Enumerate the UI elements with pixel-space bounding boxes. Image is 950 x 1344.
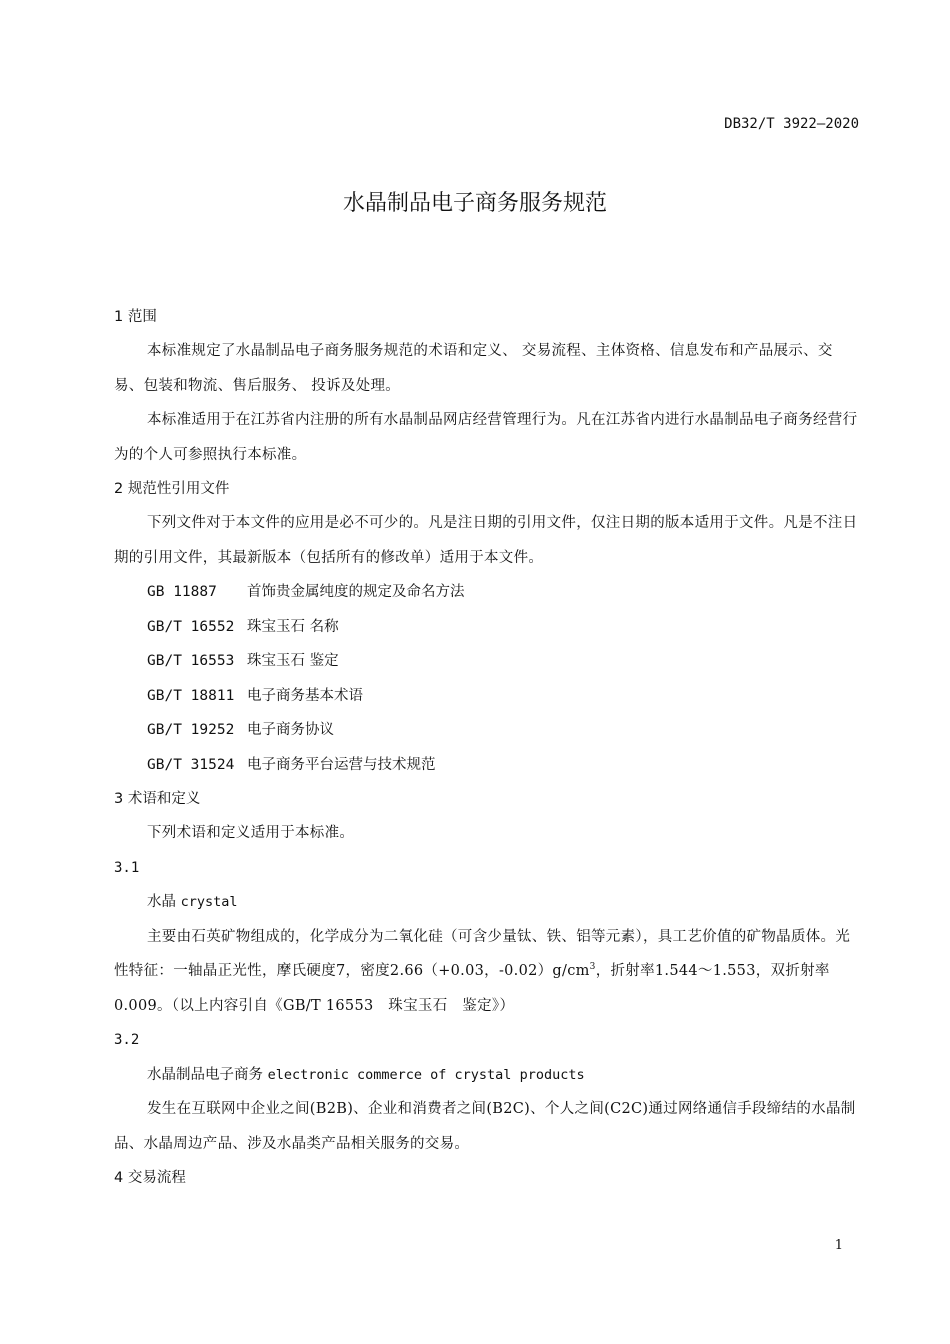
reference-name: 电子商务平台运营与技术规范 — [247, 756, 436, 773]
reference-item — [114, 610, 859, 645]
term-definition: 发生在互联网中企业之间(B2B)、企业和消费者之间(B2C)、个人之间(C2C)通过网络通信手段缔结的水晶制品、水晶周边产品、涉及水晶类产品相关服务的交易。 — [114, 1101, 856, 1152]
term-entry — [114, 885, 859, 920]
section-heading-terms: 3 术语和定义 — [114, 791, 201, 807]
reference-item — [114, 679, 859, 714]
term-chinese: 水晶制品电子商务 — [147, 1066, 263, 1083]
section-heading-transaction-process: 4 交易流程 — [114, 1170, 186, 1186]
term-number: 3.2 — [114, 1032, 140, 1048]
reference-code: GB/T 31524 — [147, 756, 235, 773]
paragraph: 下列文件对于本文件的应用是必不可少的。凡是注日期的引用文件，仅注日期的版本适用于文件。凡是不注日期的引用文件，其最新版本（包括所有的修改单）适用于本文件。 — [114, 515, 858, 566]
document-body — [114, 300, 859, 1195]
term-english: electronic commerce of crystal products — [267, 1066, 585, 1083]
superscript: 3 — [589, 962, 596, 973]
paragraph: 本标准适用于在江苏省内注册的所有水晶制品网店经营管理行为。凡在江苏省内进行水晶制品电子商务经营行为的个人可参照执行本标准。 — [114, 412, 858, 463]
reference-item — [114, 644, 859, 679]
reference-code: GB/T 19252 — [147, 722, 235, 738]
reference-code: GB/T 18811 — [147, 687, 235, 704]
definition-text: 主要由石英矿物组成的，化学成分为二氧化硅（可含少量钛、铁、铝等元素），具工艺价值的矿物晶质体。光性特征：一轴晶正光性，摩氏硬度7，密度2.66（+0.03，-0.02）g/cm — [114, 928, 851, 979]
section-heading-scope: 1 范围 — [114, 309, 157, 325]
reference-name: 首饰贵金属纯度的规定及命名方法 — [247, 584, 465, 600]
reference-name: 电子商务基本术语 — [247, 687, 363, 704]
reference-code: GB/T 16553 — [147, 653, 235, 669]
document-title: 水晶制品电子商务服务规范 — [342, 191, 607, 216]
reference-name: 珠宝玉石 鉴定 — [247, 653, 339, 669]
term-definition — [114, 920, 859, 1024]
paragraph: 本标准规定了水晶制品电子商务服务规范的术语和定义、 交易流程、主体资格、信息发布和产品展示、交易、包装和物流、售后服务、 投诉及处理。 — [114, 343, 833, 394]
term-number: 3.1 — [114, 859, 140, 876]
reference-code: GB/T 16552 — [147, 618, 235, 635]
page-number: 1 — [834, 1238, 843, 1253]
term-english: crystal — [180, 894, 238, 910]
reference-name: 电子商务协议 — [247, 722, 334, 738]
term-chinese: 水晶 — [147, 894, 176, 910]
section-heading-normative-references: 2 规范性引用文件 — [114, 481, 230, 497]
definition-text: ，折射率1.544～1.553，双折射率0.009。（以上内容引自《GB/T 16553 珠宝玉石 鉴定》） — [114, 963, 830, 1014]
reference-code: GB 11887 — [147, 584, 217, 600]
reference-item — [114, 713, 859, 748]
document-code: DB32/T 3922—2020 — [724, 116, 859, 132]
paragraph: 下列术语和定义适用于本标准。 — [147, 825, 355, 841]
term-entry — [114, 1058, 859, 1093]
reference-item — [114, 748, 859, 783]
reference-name: 珠宝玉石 名称 — [247, 618, 339, 635]
reference-item — [114, 575, 859, 610]
